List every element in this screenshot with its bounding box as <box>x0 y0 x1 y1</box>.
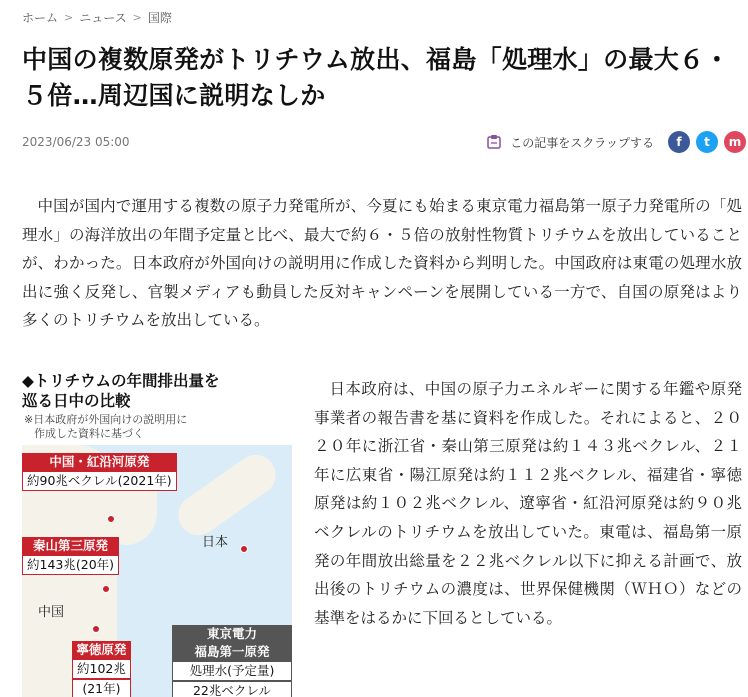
twitter-share-button[interactable] <box>696 131 718 153</box>
hongyanhe-name: 中国・紅沿河原発 <box>22 453 177 471</box>
breadcrumb-news[interactable]: ニュース <box>79 11 127 25</box>
map <box>22 445 292 697</box>
ningde-marker <box>92 625 100 633</box>
figure-note <box>24 413 187 441</box>
figure-note-line1: ※日本政府が外国向けの説明用に <box>24 413 188 426</box>
chevron-right-icon: > <box>64 11 74 24</box>
ningde-label <box>72 641 131 697</box>
article-body-paragraph: 日本政府は、中国の原子力エネルギーに関する年鑑や原発事業者の報告書を基に資料を作成した。それによると、２０２０年に浙江省・秦山第三原発は約１４３兆ベクレル、２１年に広東省・陽江原発は約１１２兆ベクレル、福建省・寧徳原発は約１０２兆ベクレル、遼寧省・紅沿河原発は約９０兆ベクレルのトリチウムを放出していた。東電は、福島第一原発の年間放出総量を２２兆ベクレル以下に抑える計画で、放出後のトリチウムの濃度は、世界保健機関（ＷＨＯ）などの基準をはるかに下回るとしている。 <box>314 380 742 627</box>
qinshan-marker <box>102 585 110 593</box>
figure-title-line2: 巡る日中の比較 <box>22 392 131 410</box>
article-actions <box>486 131 746 153</box>
qinshan-name: 秦山第三原発 <box>22 537 119 555</box>
tritium-comparison-figure <box>22 367 292 697</box>
ningde-name: 寧徳原発 <box>72 641 131 659</box>
scrap-label: この記事をスクラップする <box>510 135 654 150</box>
qinshan-value: 約143兆(20年) <box>22 555 119 575</box>
chevron-right-icon: > <box>132 11 142 24</box>
china-label: 中国 <box>38 605 65 620</box>
figure-title <box>22 371 219 411</box>
hongyanhe-label <box>22 453 177 491</box>
japan-landmass <box>170 447 283 543</box>
scrap-button[interactable] <box>486 134 654 151</box>
figure-note-line2: 作成した資料に基づく <box>34 427 144 440</box>
figure-title-line1: トリチウムの年間排出量を <box>33 372 220 390</box>
hongyanhe-marker <box>107 515 115 523</box>
publish-date: 2023/06/23 05:00 <box>22 135 130 149</box>
hongyanhe-value: 約90兆ベクレル(2021年) <box>22 471 177 491</box>
breadcrumb-international[interactable]: 国際 <box>147 11 172 25</box>
mail-icon: m <box>728 135 742 149</box>
fukushima-marker <box>240 545 248 553</box>
fukushima-amount: 22兆ベクレル <box>172 681 292 697</box>
fukushima-value: 処理水(予定量) <box>172 661 292 681</box>
article-meta <box>22 130 746 154</box>
japan-label: 日本 <box>202 535 229 550</box>
article-lead-paragraph: 中国が国内で運用する複数の原子力発電所が、今夏にも始まる東京電力福島第一原子力発電所の「処理水」の海洋放出の年間予定量と比べ、最大で約６・５倍の放射性物質トリチウムを放出していることが、わかった。日本政府が外国向けの説明用に作成した資料から判明した。中国政府は東電の処理水放出に強く反発し、官製メディアも動員した反対キャンペーンを展開している一方で、自国の原発はより多くのトリチウムを放出している。 <box>22 197 742 329</box>
breadcrumb-home[interactable]: ホーム <box>22 11 59 25</box>
scrap-icon <box>486 134 502 150</box>
ningde-value: 約102兆 <box>72 659 131 679</box>
facebook-share-button[interactable] <box>668 131 690 153</box>
fukushima-label <box>172 625 292 697</box>
facebook-icon: f <box>676 135 682 149</box>
fukushima-name-line1: 東京電力 <box>172 625 292 643</box>
mail-share-button[interactable] <box>724 131 746 153</box>
breadcrumb <box>22 9 172 26</box>
twitter-icon: t <box>704 135 710 149</box>
ningde-year: (21年) <box>72 679 131 697</box>
article-title: 中国の複数原発がトリチウム放出、福島「処理水」の最大６・５倍…周辺国に説明なしか <box>22 45 730 110</box>
cube-icon: ◆ <box>22 372 34 390</box>
fukushima-name-line2: 福島第一原発 <box>172 643 292 661</box>
qinshan-label <box>22 537 119 575</box>
